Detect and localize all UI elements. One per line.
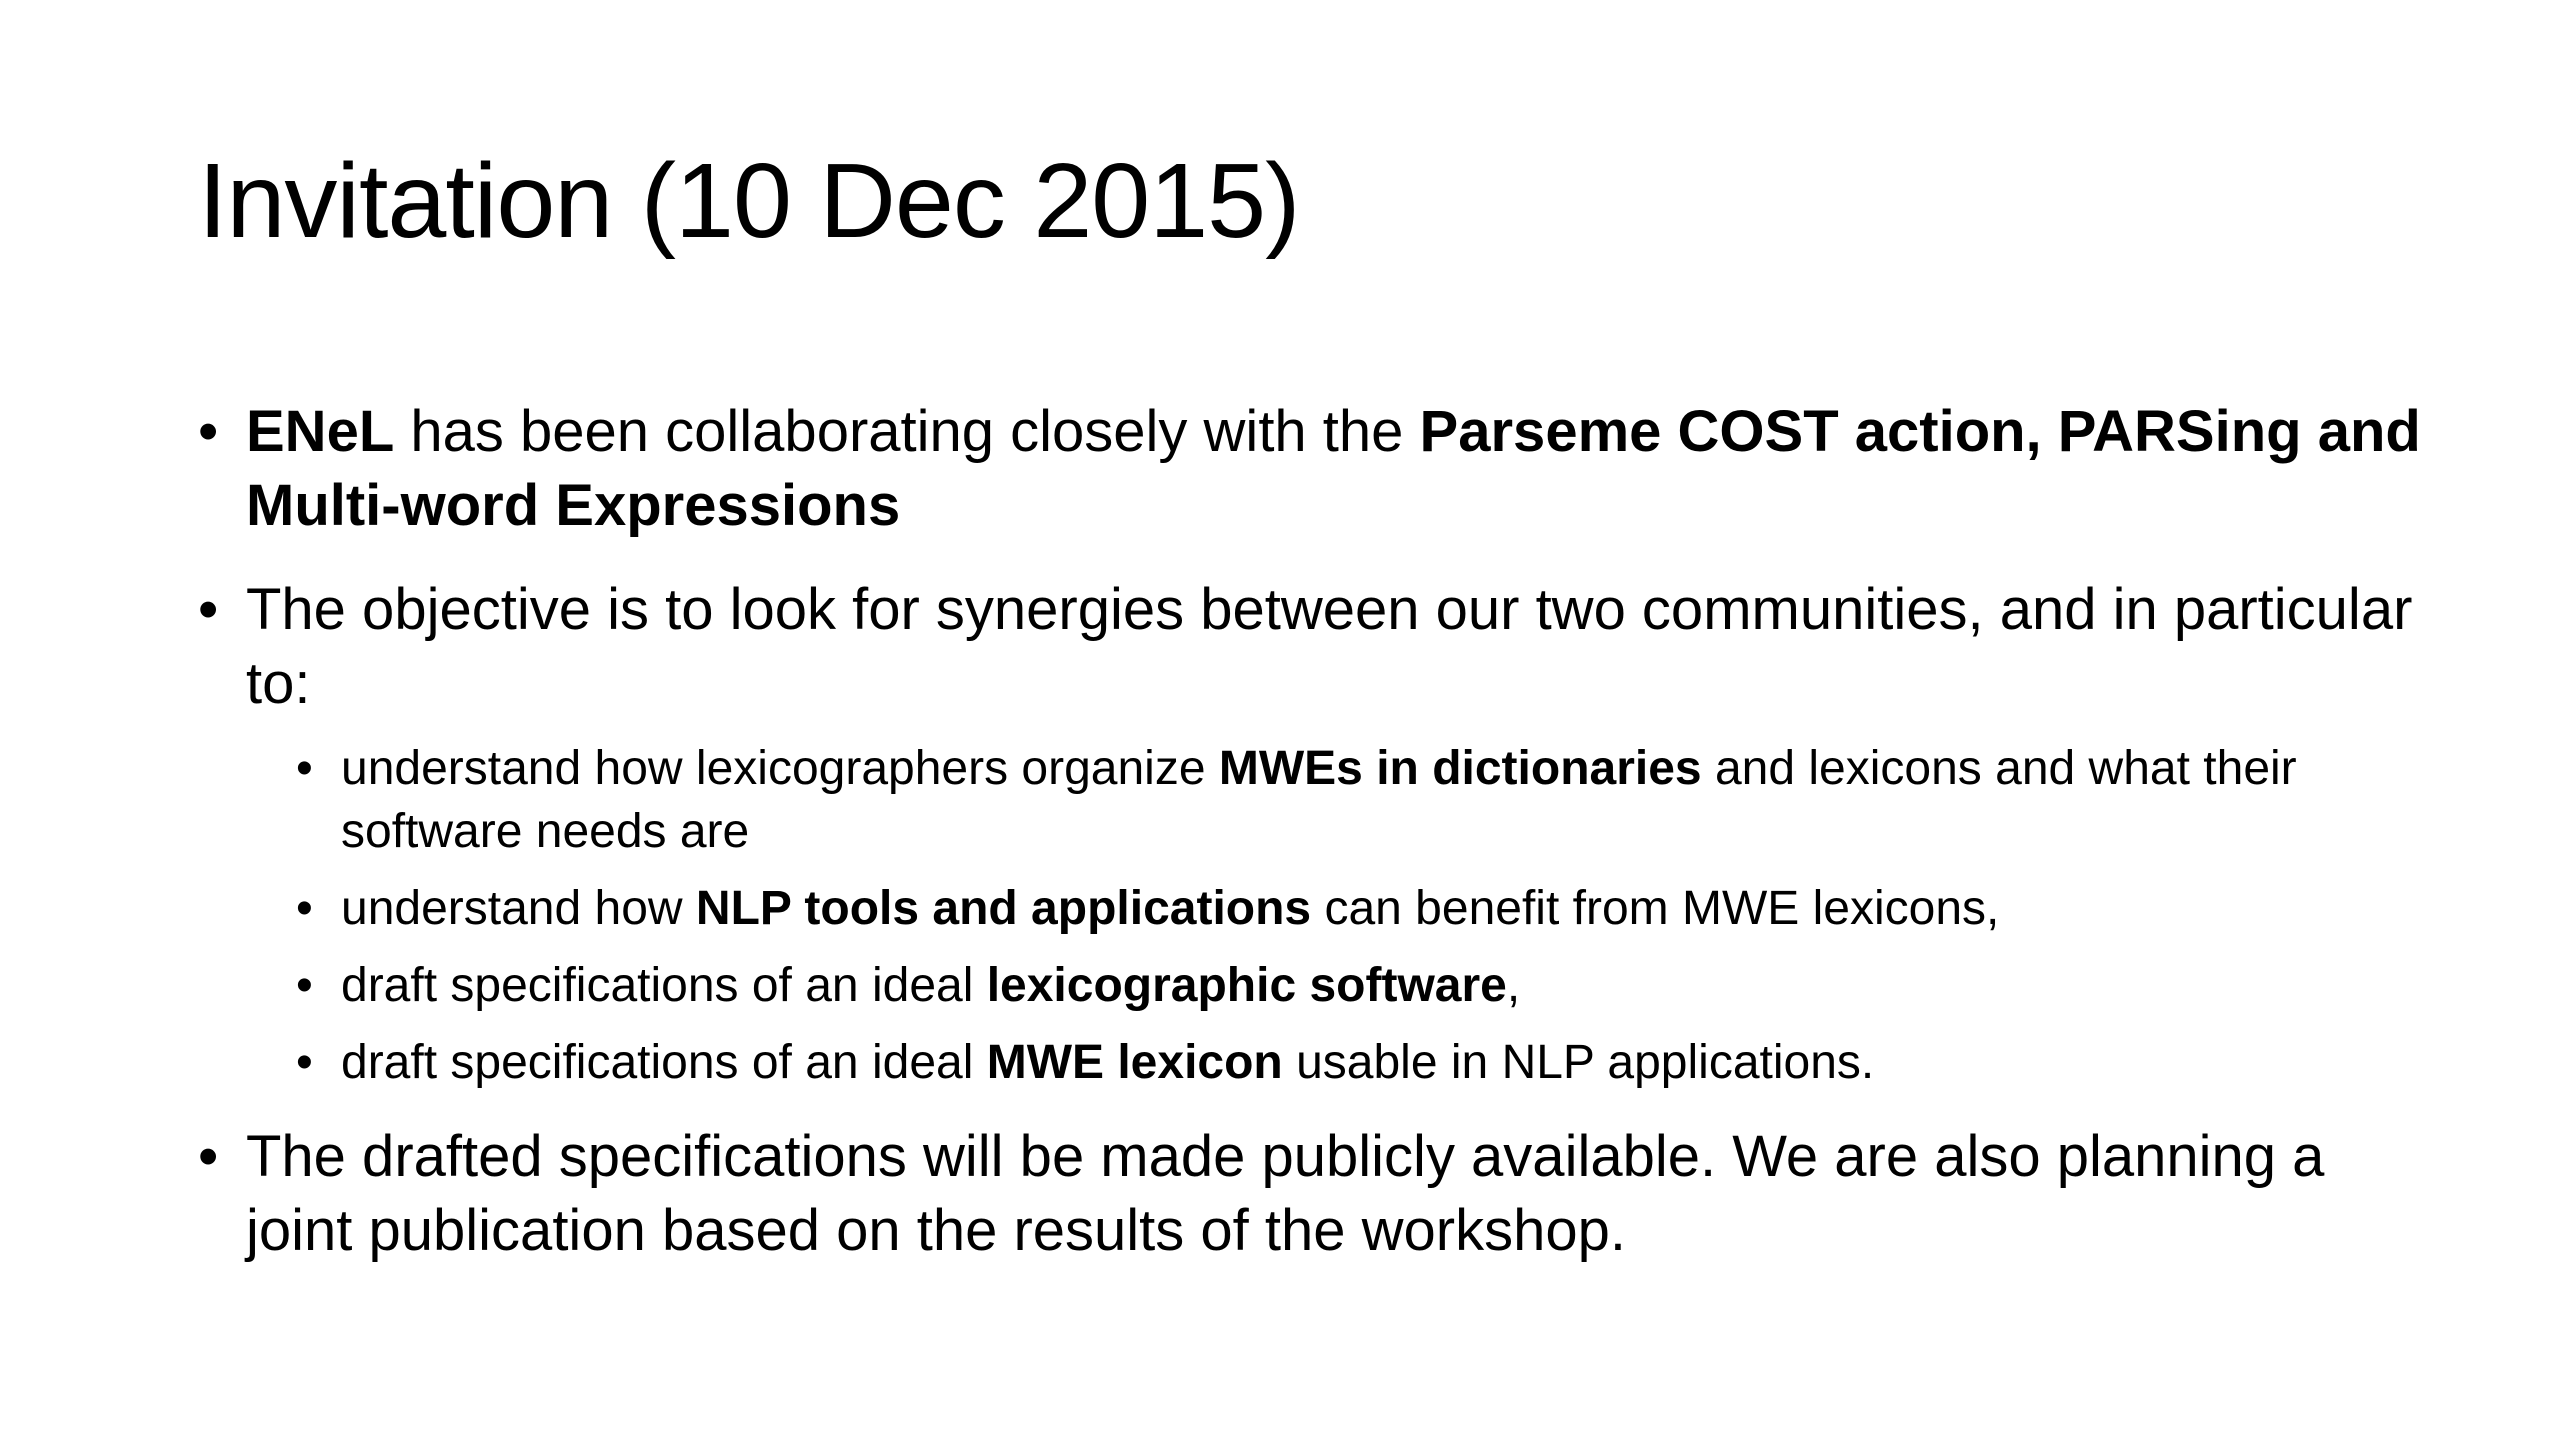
bullet-dot-icon: • — [296, 742, 313, 795]
bullet-text: can benefit from MWE lexicons, — [1311, 882, 2000, 935]
bullet-item — [198, 1120, 2438, 1268]
bullet-dot-icon: • — [198, 577, 219, 642]
bullet-text: usable in NLP applications. — [1282, 1036, 1875, 1089]
bullet-text-bold: MWE lexicon — [986, 1036, 1283, 1089]
sub-bullet-list — [198, 737, 2438, 1094]
bullet-text: has been collaborating closely with the — [394, 399, 1420, 464]
bullet-dot-icon: • — [198, 1124, 219, 1189]
slide-body — [198, 395, 2438, 1298]
bullet-item — [198, 573, 2438, 721]
bullet-text: , — [1506, 959, 1521, 1012]
bullet-text: understand how — [341, 882, 696, 935]
bullet-dot-icon: • — [296, 1036, 313, 1089]
bullet-item — [198, 395, 2438, 543]
bullet-text: and lexicons and what their software needs are — [341, 742, 2297, 858]
bullet-text: The drafted specifications will be made publicly available. We are also planning a joint publication based on the results of the workshop. — [246, 1124, 2325, 1263]
bullet-text-bold: Parseme COST action, PARSing and Multi-word Expressions — [246, 399, 2421, 538]
bullet-text-bold: MWEs in dictionaries — [1218, 742, 1702, 795]
bullet-text: understand how lexicographers organize — [341, 742, 1219, 795]
slide-title: Invitation (10 Dec 2015) — [198, 142, 1300, 260]
bullet-text: draft specifications of an ideal — [341, 1036, 987, 1089]
sub-bullet-item — [296, 954, 2438, 1017]
bullet-text: draft specifications of an ideal — [341, 959, 987, 1012]
bullet-text-bold: lexicographic software — [986, 959, 1507, 1012]
bullet-dot-icon: • — [198, 399, 219, 464]
sub-bullet-item — [296, 877, 2438, 940]
sub-bullet-item — [296, 737, 2438, 863]
sub-bullet-item — [296, 1031, 2438, 1094]
bullet-text-bold: NLP tools and applications — [695, 882, 1312, 935]
bullet-dot-icon: • — [296, 882, 313, 935]
bullet-dot-icon: • — [296, 959, 313, 1012]
bullet-text-bold: ENeL — [246, 399, 395, 464]
bullet-text: The objective is to look for synergies between our two communities, and in particular to: — [246, 577, 2413, 716]
